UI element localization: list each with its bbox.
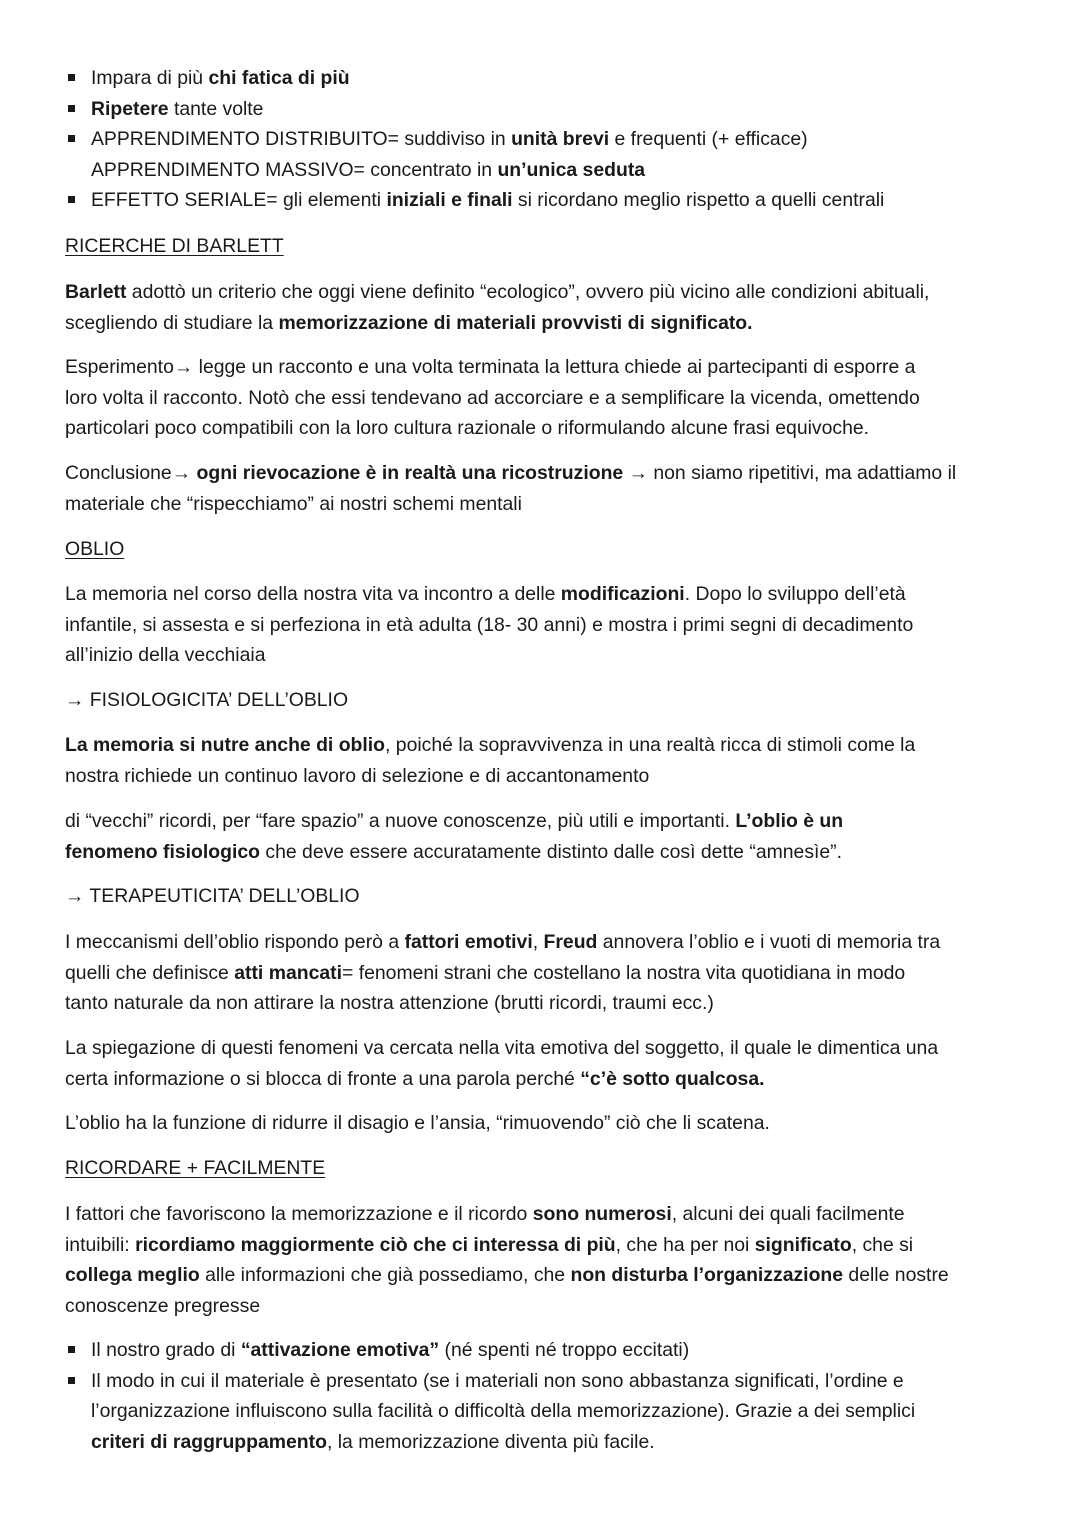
bullet-list-learning: [65, 63, 1025, 216]
text-segment: La spiegazione di questi fenomeni va cercata nella vita emotiva del soggetto, il quale le dimentica una: [65, 1037, 939, 1059]
text-line: [65, 988, 1025, 1019]
text-line: [91, 63, 1025, 94]
text-segment: adottò un criterio che oggi viene definito “ecologico”, ovvero più vicino alle condizioni abituali,: [126, 281, 930, 303]
bullet-item: [65, 124, 1025, 185]
heading-ricerche-barlett: RICERCHE DI BARLETT: [65, 235, 284, 257]
square-bullet-icon: [68, 1346, 75, 1353]
bold-text: iniziali e finali: [386, 189, 513, 211]
subheading-fisiologicita: → FISIOLOGICITA’ DELL’OBLIO: [65, 689, 349, 711]
bullet-item: [65, 1366, 1025, 1458]
text-segment: (né spenti né troppo eccitati): [439, 1339, 690, 1361]
bold-text: significato: [754, 1233, 852, 1256]
text-line: [65, 958, 1025, 989]
paragraph-esperimento: [65, 352, 1025, 444]
text-line: [65, 730, 1025, 761]
text-line: [91, 1396, 1025, 1427]
text-segment: intuibili:: [65, 1233, 136, 1256]
text-segment: , alcuni dei quali facilmente: [671, 1203, 905, 1225]
text-segment: loro volta il racconto. Notò che essi tendevano ad accorciare e a semplificare la vicenda, omettendo: [65, 386, 920, 409]
text-line: [65, 1230, 1025, 1261]
bullet-item: [65, 94, 1025, 125]
text-segment: Esperimento→ legge un racconto e una volta terminata la lettura chiede ai partecipanti di esporre a: [65, 356, 916, 378]
paragraph-terapeuticita-1: [65, 927, 1025, 1019]
text-segment: alle informazioni che già possediamo, che: [199, 1264, 571, 1286]
text-segment: certa informazione o si blocca di fronte a una parola perché: [65, 1067, 581, 1090]
text-line: [65, 837, 1025, 868]
text-line: [65, 640, 1025, 671]
bold-text: La memoria si nutre anche di oblio: [65, 734, 386, 756]
text-segment: EFFETTO SERIALE= gli elementi: [91, 189, 387, 211]
text-segment: . Dopo lo sviluppo dell’età: [684, 583, 906, 605]
text-segment: si ricordano meglio rispetto a quelli centrali: [512, 189, 885, 211]
square-bullet-icon: [68, 1377, 75, 1384]
text-line: [91, 185, 1025, 216]
bold-text: non disturba l’organizzazione: [570, 1264, 844, 1286]
bold-text: memorizzazione di materiali provvisti di significato.: [278, 311, 753, 334]
text-line: [65, 383, 1025, 414]
text-segment: di “vecchi” ricordi, per “fare spazio” a nuove conoscenze, più utili e importanti.: [65, 810, 736, 832]
text-segment: Il modo in cui il materiale è presentato (se i materiali non sono abbastanza significati, l’ordine e: [91, 1369, 904, 1392]
text-segment: I meccanismi dell’oblio rispondo però a: [65, 931, 405, 953]
text-segment: , la memorizzazione diventa più facile.: [326, 1430, 655, 1453]
bold-text: criteri di raggruppamento: [91, 1430, 327, 1453]
bold-text: Barlett: [65, 281, 127, 303]
text-segment: La memoria nel corso della nostra vita va incontro a delle: [65, 583, 561, 605]
heading-ricordare-facilmente: RICORDARE + FACILMENTE: [65, 1157, 326, 1179]
text-segment: → non siamo ripetitivi, ma adattiamo il: [623, 462, 957, 484]
bold-text: un’unica seduta: [497, 158, 646, 181]
text-line: [65, 1199, 1025, 1230]
text-segment: tante volte: [168, 97, 264, 120]
bold-text: modificazioni: [560, 583, 685, 605]
square-bullet-icon: [68, 196, 75, 203]
paragraph-oblio-modificazioni: [65, 579, 1025, 671]
paragraph-barlett-criterion: [65, 277, 1025, 338]
text-segment: all’inizio della vecchiaia: [65, 644, 266, 666]
text-segment: , che ha per noi: [615, 1233, 755, 1256]
bold-text: “c’è sotto qualcosa.: [580, 1067, 765, 1090]
text-line: [65, 489, 1025, 520]
text-segment: annovera l’oblio e i vuoti di memoria tra: [597, 931, 941, 953]
text-segment: nostra richiede un continuo lavoro di selezione e di accantonamento: [65, 764, 650, 787]
text-line: [91, 1366, 1025, 1397]
text-line: [91, 1427, 1025, 1458]
text-segment: APPRENDIMENTO MASSIVO= concentrato in: [91, 158, 498, 181]
text-segment: L’oblio ha la funzione di ridurre il disagio e l’ansia, “rimuovendo” ciò che li scatena.: [65, 1112, 770, 1134]
text-line: [65, 1108, 1025, 1139]
paragraph-terapeuticita-3: [65, 1108, 1025, 1139]
text-segment: l’organizzazione influiscono sulla facilità o difficoltà della memorizzazione). Grazie a dei semplici: [91, 1400, 916, 1422]
bold-text: unità brevi: [511, 128, 610, 150]
text-line: [65, 1260, 1025, 1291]
text-segment: e frequenti (+ efficace): [609, 128, 808, 150]
subheading-terapeuticita: → TERAPEUTICITA’ DELL’OBLIO: [65, 885, 360, 907]
text-line: [65, 579, 1025, 610]
bold-text: atti mancati: [234, 961, 342, 984]
bold-text: Freud: [543, 931, 598, 953]
bold-text: sono numerosi: [532, 1203, 672, 1225]
text-line: [91, 94, 1025, 125]
heading-oblio: OBLIO: [65, 538, 125, 560]
text-line: [65, 413, 1025, 444]
paragraph-conclusione: [65, 458, 1025, 519]
text-segment: infantile, si assesta e si perfeziona in età adulta (18- 30 anni) e mostra i primi segni di decadimento: [65, 613, 914, 636]
text-line: [65, 1064, 1025, 1095]
bold-text: chi fatica di più: [208, 67, 350, 89]
text-line: [65, 352, 1025, 383]
text-line: [65, 610, 1025, 641]
text-line: [65, 308, 1025, 339]
bold-text: collega meglio: [65, 1264, 200, 1286]
paragraph-fattori-memorizzazione: [65, 1199, 1025, 1321]
text-segment: Conclusione→: [65, 462, 197, 484]
text-segment: scegliendo di studiare la: [65, 311, 279, 334]
text-line: [65, 761, 1025, 792]
text-line: [91, 1335, 1025, 1366]
bold-text: L’oblio è un: [735, 810, 844, 832]
text-line: [91, 124, 1025, 155]
text-segment: tanto naturale da non attirare la nostra attenzione (brutti ricordi, traumi ecc.): [65, 992, 714, 1014]
text-line: [65, 927, 1025, 958]
text-line: [65, 1033, 1025, 1064]
text-segment: quelli che definisce: [65, 961, 235, 984]
text-segment: APPRENDIMENTO DISTRIBUITO= suddiviso in: [91, 128, 512, 150]
bullet-item: [65, 63, 1025, 94]
text-segment: , poiché la sopravvivenza in una realtà ricca di stimoli come la: [385, 734, 916, 756]
text-segment: ,: [532, 931, 544, 953]
text-segment: I fattori che favoriscono la memorizzazione e il ricordo: [65, 1203, 533, 1225]
text-segment: che deve essere accuratamente distinto dalle così dette “amnesìe”.: [260, 840, 843, 863]
text-line: [65, 277, 1025, 308]
bold-text: ricordiamo maggiormente ciò che ci interessa di più: [135, 1233, 616, 1256]
bold-text: fenomeno fisiologico: [65, 840, 260, 863]
text-line: [91, 155, 1025, 186]
paragraph-fisiologicita-2: [65, 806, 1025, 867]
text-segment: conoscenze pregresse: [65, 1294, 261, 1317]
text-segment: Impara di più: [91, 67, 209, 89]
square-bullet-icon: [68, 135, 75, 142]
text-segment: materiale che “rispecchiamo” ai nostri schemi mentali: [65, 492, 522, 515]
bullet-item: [65, 185, 1025, 216]
text-segment: delle nostre: [843, 1264, 949, 1286]
paragraph-fisiologicita-1: [65, 730, 1025, 791]
bullet-list-factors: [65, 1335, 1025, 1457]
text-segment: = fenomeni strani che costellano la nostra vita quotidiana in modo: [342, 961, 906, 984]
bold-text: fattori emotivi: [404, 931, 533, 953]
text-line: [65, 1291, 1025, 1322]
text-line: [65, 458, 1025, 489]
bold-text: ogni rievocazione è in realtà una ricostruzione: [196, 462, 624, 484]
bullet-item: [65, 1335, 1025, 1366]
text-segment: , che si: [851, 1233, 914, 1256]
square-bullet-icon: [68, 74, 75, 81]
text-segment: particolari poco compatibili con la loro cultura razionale o riformulando alcune frasi equivoche.: [65, 417, 870, 439]
text-line: [65, 806, 1025, 837]
text-segment: Il nostro grado di: [91, 1339, 241, 1361]
bold-text: Ripetere: [91, 97, 169, 120]
square-bullet-icon: [68, 105, 75, 112]
paragraph-terapeuticita-2: [65, 1033, 1025, 1094]
bold-text: “attivazione emotiva”: [240, 1339, 440, 1361]
